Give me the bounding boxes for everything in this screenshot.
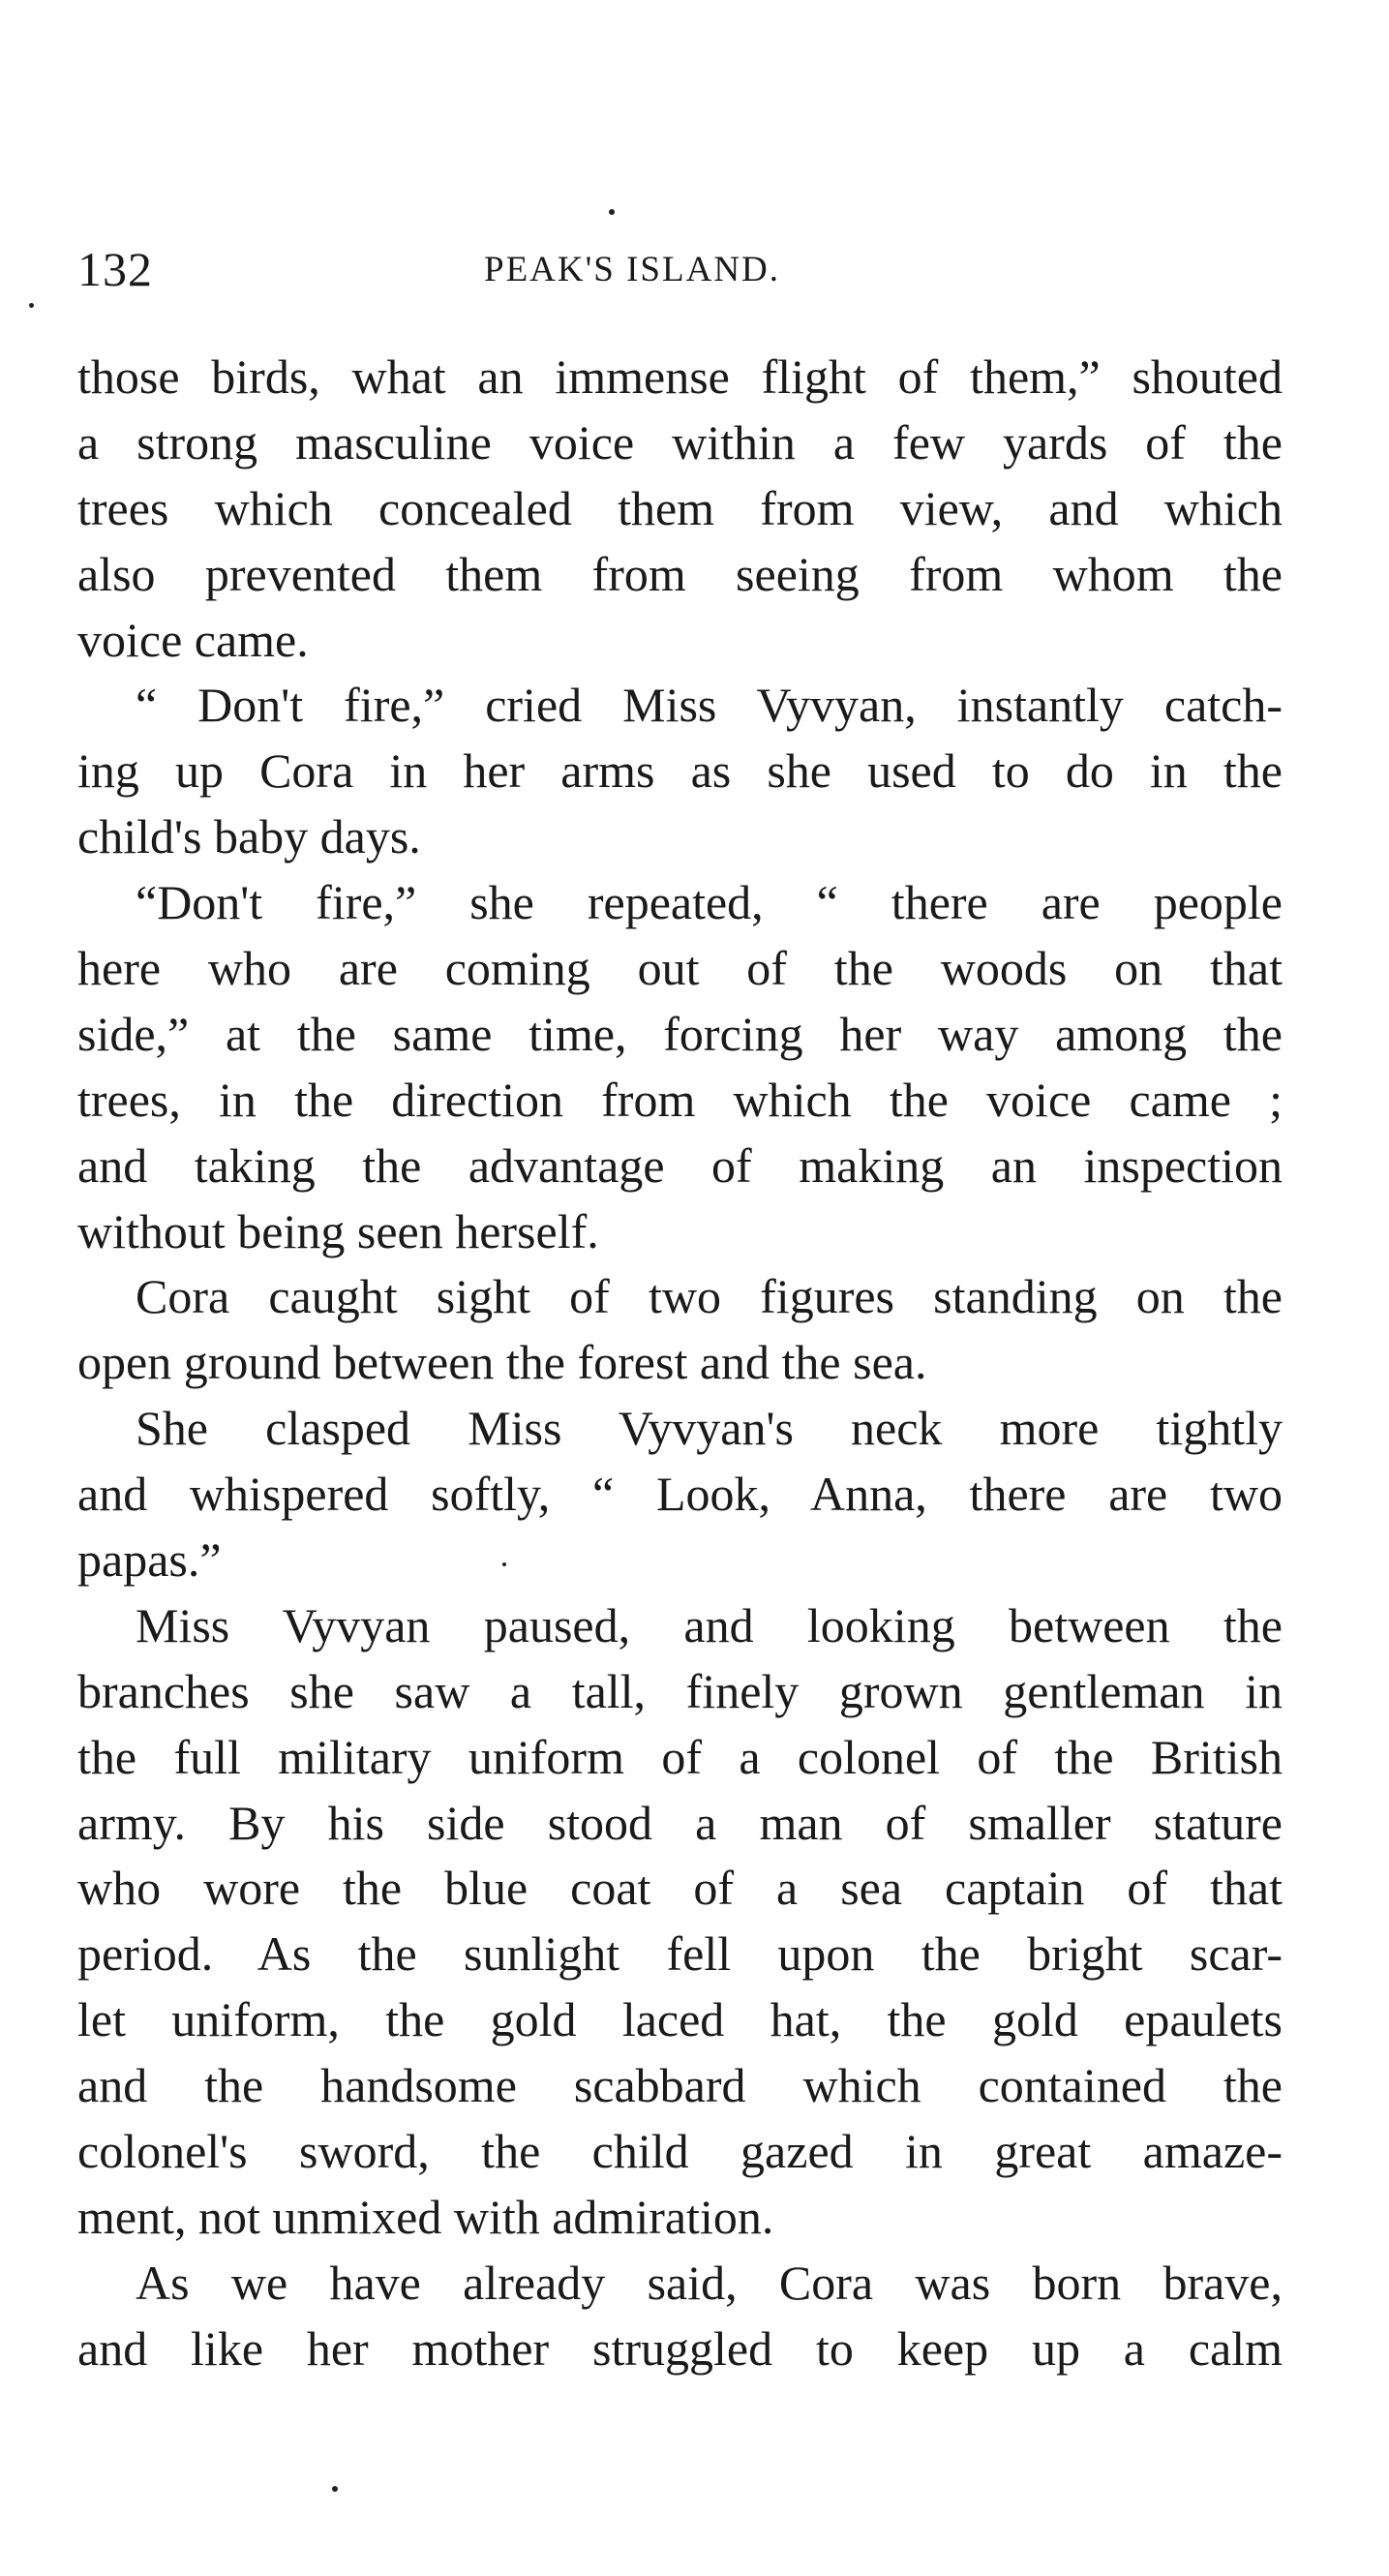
text-line: “ Don't fire,” cried Miss Vyvyan, instantly catch- (136, 678, 1283, 733)
text-line: ment, not unmixed with admiration. (77, 2189, 774, 2244)
text-line: who wore the blue coat of a sea captain of that (77, 1861, 1283, 1916)
text-line: ing up Cora in her arms as she used to do in the (77, 743, 1283, 799)
text-line: As we have already said, Cora was born brave, (136, 2255, 1283, 2310)
print-speck (332, 2486, 338, 2492)
text-line: papas.” (77, 1532, 222, 1588)
text-line: Miss Vyvyan paused, and looking between the (136, 1597, 1283, 1652)
text-line: a strong masculine voice within a few yards of the (77, 414, 1283, 470)
text-line: child's baby days. (77, 809, 421, 864)
text-line: colonel's sword, the child gazed in great amaze- (77, 2124, 1283, 2179)
page-number: 132 (77, 242, 153, 296)
text-line: and like her mother struggled to keep up a calm (77, 2320, 1283, 2376)
text-line: voice came. (77, 612, 309, 667)
text-line: period. As the sunlight fell upon the bright scar- (77, 1926, 1283, 1982)
text-line: and whispered softly, “ Look, Anna, there are two (77, 1467, 1283, 1522)
text-line: side,” at the same time, forcing her way among the (77, 1006, 1283, 1061)
running-head: PEAK'S ISLAND. (484, 250, 781, 289)
text-line: branches she saw a tall, finely grown gentleman in (77, 1663, 1283, 1718)
text-line: “Don't fire,” she repeated, “ there are people (136, 875, 1283, 930)
text-line: without being seen herself. (77, 1203, 599, 1258)
text-line: and taking the advantage of making an inspection (77, 1137, 1283, 1193)
text-line: trees, in the direction from which the voice came ; (77, 1072, 1283, 1127)
text-line: and the handsome scabbard which contained the (77, 2058, 1283, 2113)
text-line: open ground between the forest and the sea. (77, 1335, 927, 1390)
text-line: also prevented them from seeing from whom the (77, 546, 1283, 601)
body-text (77, 345, 1283, 2382)
text-line: here who are coming out of the woods on that (77, 941, 1283, 996)
text-line: She clasped Miss Vyvyan's neck more tightly (136, 1401, 1283, 1456)
print-speck (29, 303, 34, 308)
text-line: Cora caught sight of two figures standing on the (136, 1269, 1283, 1324)
text-line: trees which concealed them from view, and which (77, 480, 1283, 535)
page-header (77, 235, 1283, 303)
print-speck (502, 1562, 506, 1566)
print-speck (609, 209, 615, 215)
text-line: the full military uniform of a colonel of the British (77, 1729, 1283, 1784)
text-line: those birds, what an immense flight of them,” shouted (77, 349, 1283, 404)
text-line: let uniform, the gold laced hat, the gold epaulets (77, 1992, 1283, 2047)
text-line: army. By his side stood a man of smaller stature (77, 1795, 1283, 1850)
